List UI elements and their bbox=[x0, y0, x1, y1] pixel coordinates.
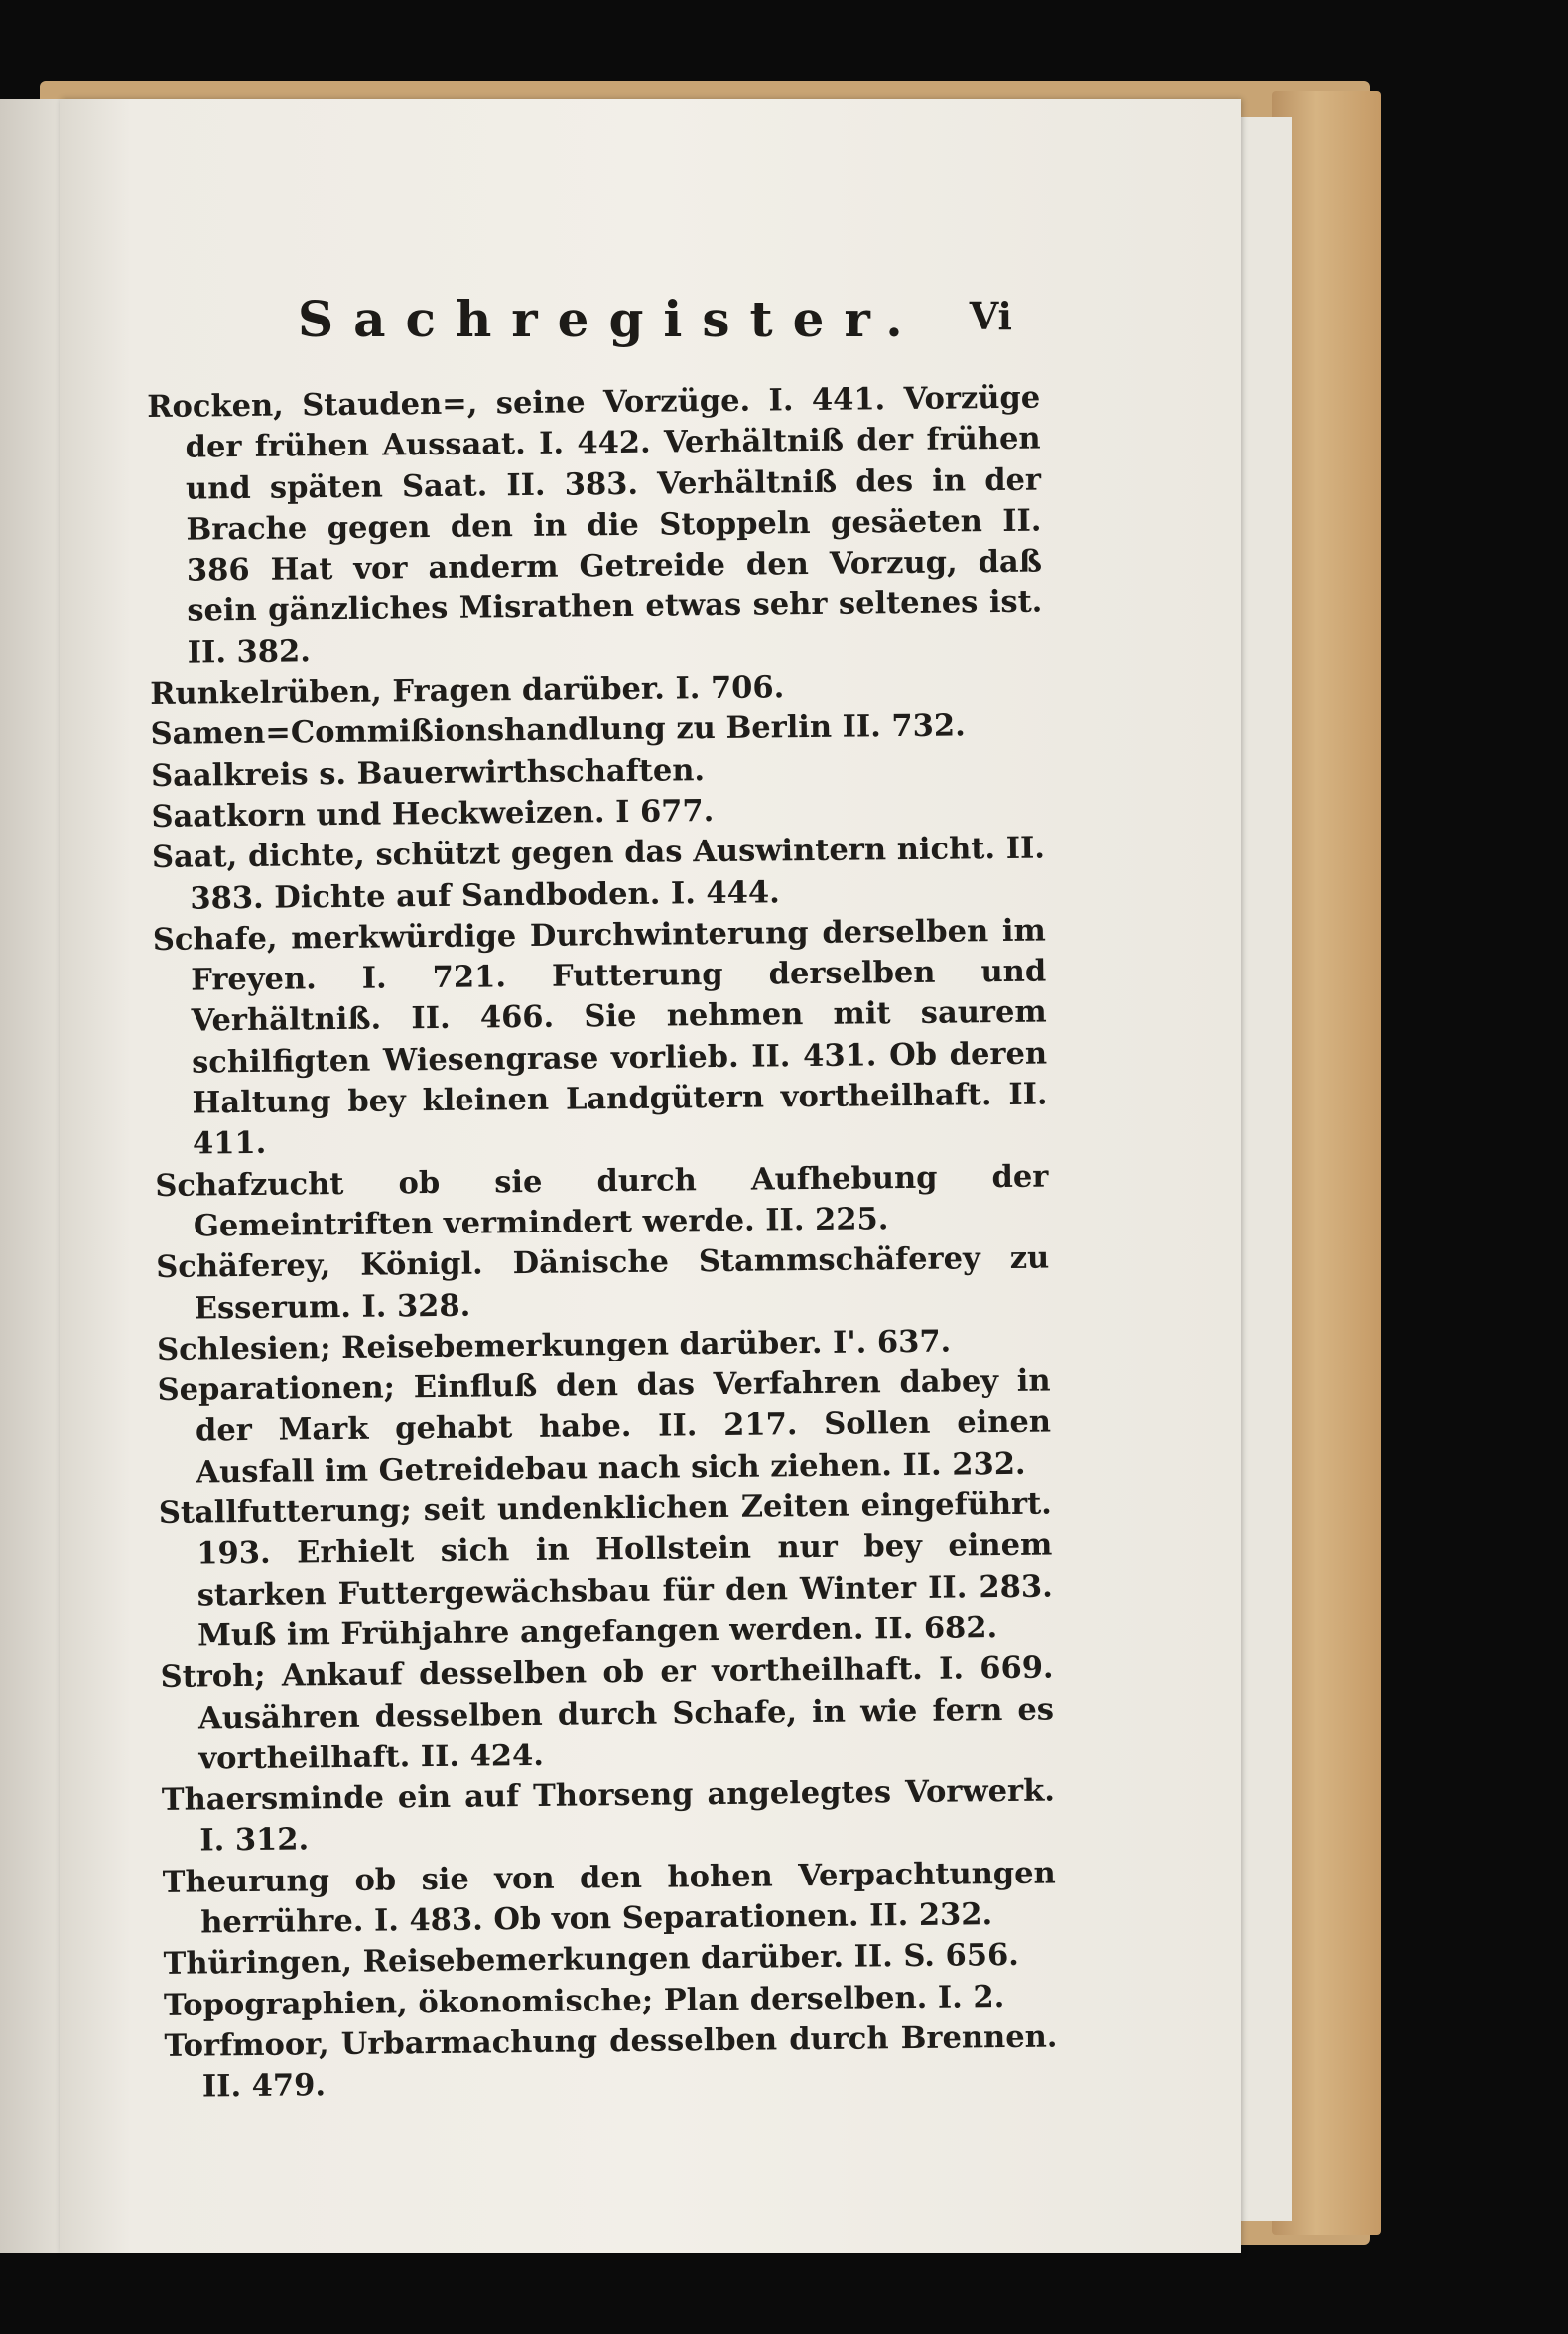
index-entry: Rocken, Stauden=, seine Vorzüge. I. 441. Vorzüge der frühen Aussaat. I. 442. Verhältniß der frühen und späten Saat. II. 383. Verhältniß des in der Brache gegen den in die Stoppeln gesäeten II. 386 Hat vor anderm Getreide den Vorzug, daß sein gänzliches Misrathen etwas sehr seltenes ist. II. 382. bbox=[147, 379, 1043, 671]
index-entry: Thaersminde ein auf Thorseng angelegtes Vorwerk. I. 312. bbox=[161, 1772, 1056, 1859]
index-entry: Saalkreis s. Bauerwirthschaften. bbox=[150, 751, 706, 794]
index-entry: Separationen; Einfluß den das Verfahren dabey in der Mark gehabt habe. II. 217. Sollen einen Ausfall im Getreidebau nach sich ziehen. II. 232. bbox=[157, 1362, 1052, 1491]
running-title: Sachregister. bbox=[298, 290, 923, 348]
index-entry: Runkelrüben, Fragen darüber. I. 706. bbox=[150, 669, 785, 713]
index-entry: Thüringen, Reisebemerkungen darüber. II. S. 656. bbox=[163, 1937, 1020, 1983]
index-entry: Stallfutterung; seit undenklichen Zeiten eingeführt. 193. Erhielt sich in Hollstein nur bey einem starken Futtergewächsbau für den Winter II. 283. Muß im Frühjahre angefangen werden. II. 682. bbox=[158, 1486, 1053, 1654]
index-entries bbox=[147, 378, 1058, 2109]
index-entry: Stroh; Ankauf desselben ob er vortheilhaft. I. 669. Ausähren desselben durch Schafe, in wie fern es vortheilhaft. II. 424. bbox=[160, 1649, 1055, 1777]
index-entry: Schäferey, Königl. Dänische Stammschäferey zu Esserum. I. 328. bbox=[156, 1239, 1050, 1327]
index-entry: Schafzucht ob sie durch Aufhebung der Gemeintriften vermindert werde. II. 225. bbox=[155, 1158, 1049, 1244]
page-header bbox=[298, 290, 1012, 359]
index-entry: Schlesien; Reisebemerkungen darüber. I'. 637. bbox=[156, 1323, 952, 1367]
index-entry: Torfmoor, Urbarmachung desselben durch Brennen. II. 479. bbox=[164, 2018, 1058, 2105]
index-entry: Samen=Commißionshandlung zu Berlin II. 732. bbox=[150, 708, 966, 753]
index-entry: Topographien, ökonomische; Plan derselben. I. 2. bbox=[163, 1978, 1005, 2023]
index-entry: Theurung ob sie von den hohen Verpachtungen herrühre. I. 483. Ob von Separationen. II. 232. bbox=[162, 1855, 1056, 1941]
index-entry: Schafe, merkwürdige Durchwinterung derselben im Freyen. I. 721. Futterung derselben und Verhältniß. II. 466. Sie nehmen mit saurem schilfigten Wiesengrase vorlieb. II. 431. Ob deren Haltung bey kleinen Landgütern vortheilhaft. II. 411. bbox=[152, 912, 1048, 1162]
index-entry: Saat, dichte, schützt gegen das Auswintern nicht. II. 383. Dichte auf Sandboden. I. 444. bbox=[151, 830, 1046, 917]
folio-number: Vi bbox=[969, 294, 1012, 338]
index-entry: Saatkorn und Heckweizen. I 677. bbox=[151, 793, 715, 835]
